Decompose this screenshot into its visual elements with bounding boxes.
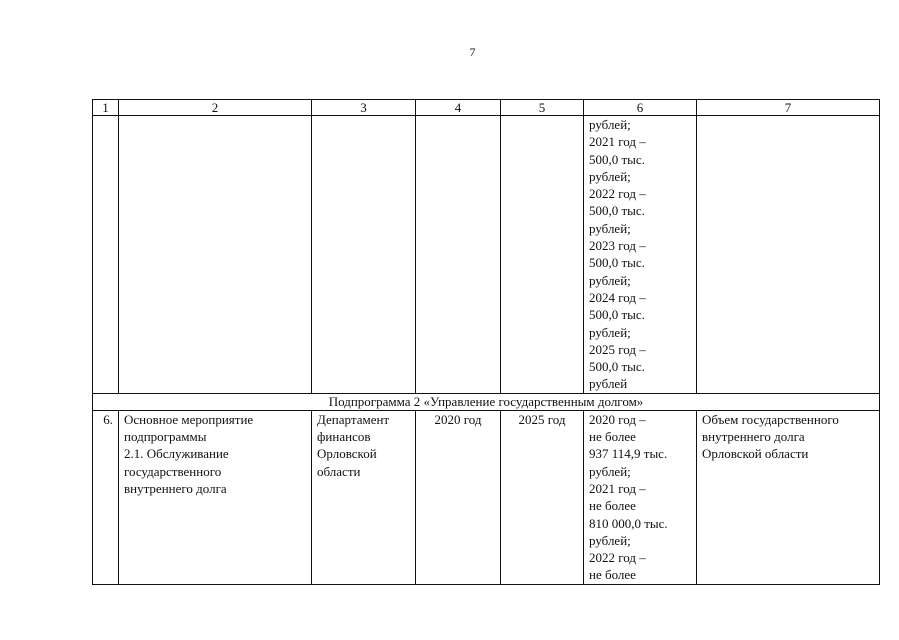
funding-line: 810 000,0 тыс. <box>589 515 668 531</box>
executor-cell <box>312 410 416 584</box>
header-cell-2: 2 <box>119 100 312 116</box>
activity-line: внутреннего долга <box>124 480 227 496</box>
funding-line: 500,0 тыс. <box>589 255 645 271</box>
funding-line: рублей; <box>589 220 631 236</box>
funding-line: 500,0 тыс. <box>589 203 645 219</box>
header-cell-5: 5 <box>501 100 584 116</box>
cont-cell-1 <box>93 116 119 394</box>
executor-line: финансов <box>317 429 371 445</box>
page-number: 7 <box>469 45 476 59</box>
cont-cell-4 <box>416 116 501 394</box>
funding-line: 2025 год – <box>589 341 646 357</box>
funding-line: 937 114,9 тыс. <box>589 446 668 462</box>
funding-line: 2021 год – <box>589 134 646 150</box>
funding-line: рублей <box>589 376 628 392</box>
funding-line: рублей; <box>589 272 631 288</box>
funding-line: не более <box>589 567 636 583</box>
indicator-line: внутреннего долга <box>702 429 805 445</box>
funding-line: 2022 год – <box>589 550 646 566</box>
header-cell-1: 1 <box>93 100 119 116</box>
funding-line: 500,0 тыс. <box>589 151 645 167</box>
executor-line: Орловской <box>317 446 377 462</box>
funding-line: не более <box>589 429 636 445</box>
activity-line: государственного <box>124 463 222 479</box>
funding-line: рублей; <box>589 324 631 340</box>
activity-line: 2.1. Обслуживание <box>124 446 229 462</box>
section-row <box>93 393 880 410</box>
cont-cell-3 <box>312 116 416 394</box>
cont-cell-funding <box>584 116 697 394</box>
funding-line: рублей; <box>589 168 631 184</box>
funding-line: 500,0 тыс. <box>589 307 645 323</box>
executor-line: Департамент <box>317 411 390 427</box>
indicator-line: Орловской области <box>702 446 809 462</box>
funding-line: рублей; <box>589 463 631 479</box>
row-number: 6. <box>93 410 119 584</box>
program-table <box>92 99 880 585</box>
section-title: Подпрограмма 2 «Управление государственным долгом» <box>93 393 880 410</box>
header-cell-6: 6 <box>584 100 697 116</box>
funding-cell <box>584 410 697 584</box>
cont-cell-2 <box>119 116 312 394</box>
funding-line: 2022 год – <box>589 186 646 202</box>
start-year-cell: 2020 год <box>416 410 501 584</box>
activity-cell <box>119 410 312 584</box>
indicator-cell <box>697 410 880 584</box>
funding-line: 2024 год – <box>589 289 646 305</box>
end-year-cell: 2025 год <box>501 410 584 584</box>
cont-cell-7 <box>697 116 880 394</box>
cont-cell-5 <box>501 116 584 394</box>
funding-line: не более <box>589 498 636 514</box>
funding-line: рублей; <box>589 117 631 132</box>
funding-line: 2021 год – <box>589 480 646 496</box>
header-cell-7: 7 <box>697 100 880 116</box>
funding-line: 500,0 тыс. <box>589 359 645 375</box>
activity-line: Основное мероприятие <box>124 411 254 427</box>
funding-line: рублей; <box>589 532 631 548</box>
funding-line: 2023 год – <box>589 238 646 254</box>
header-cell-4: 4 <box>416 100 501 116</box>
indicator-line: Объем государственного <box>702 411 839 427</box>
activity-line: подпрограммы <box>124 429 207 445</box>
header-cell-3: 3 <box>312 100 416 116</box>
header-row <box>93 100 880 116</box>
table-row-6 <box>93 410 880 584</box>
funding-line: 2020 год – <box>589 411 646 427</box>
continuation-row <box>93 116 880 394</box>
executor-line: области <box>317 463 361 479</box>
